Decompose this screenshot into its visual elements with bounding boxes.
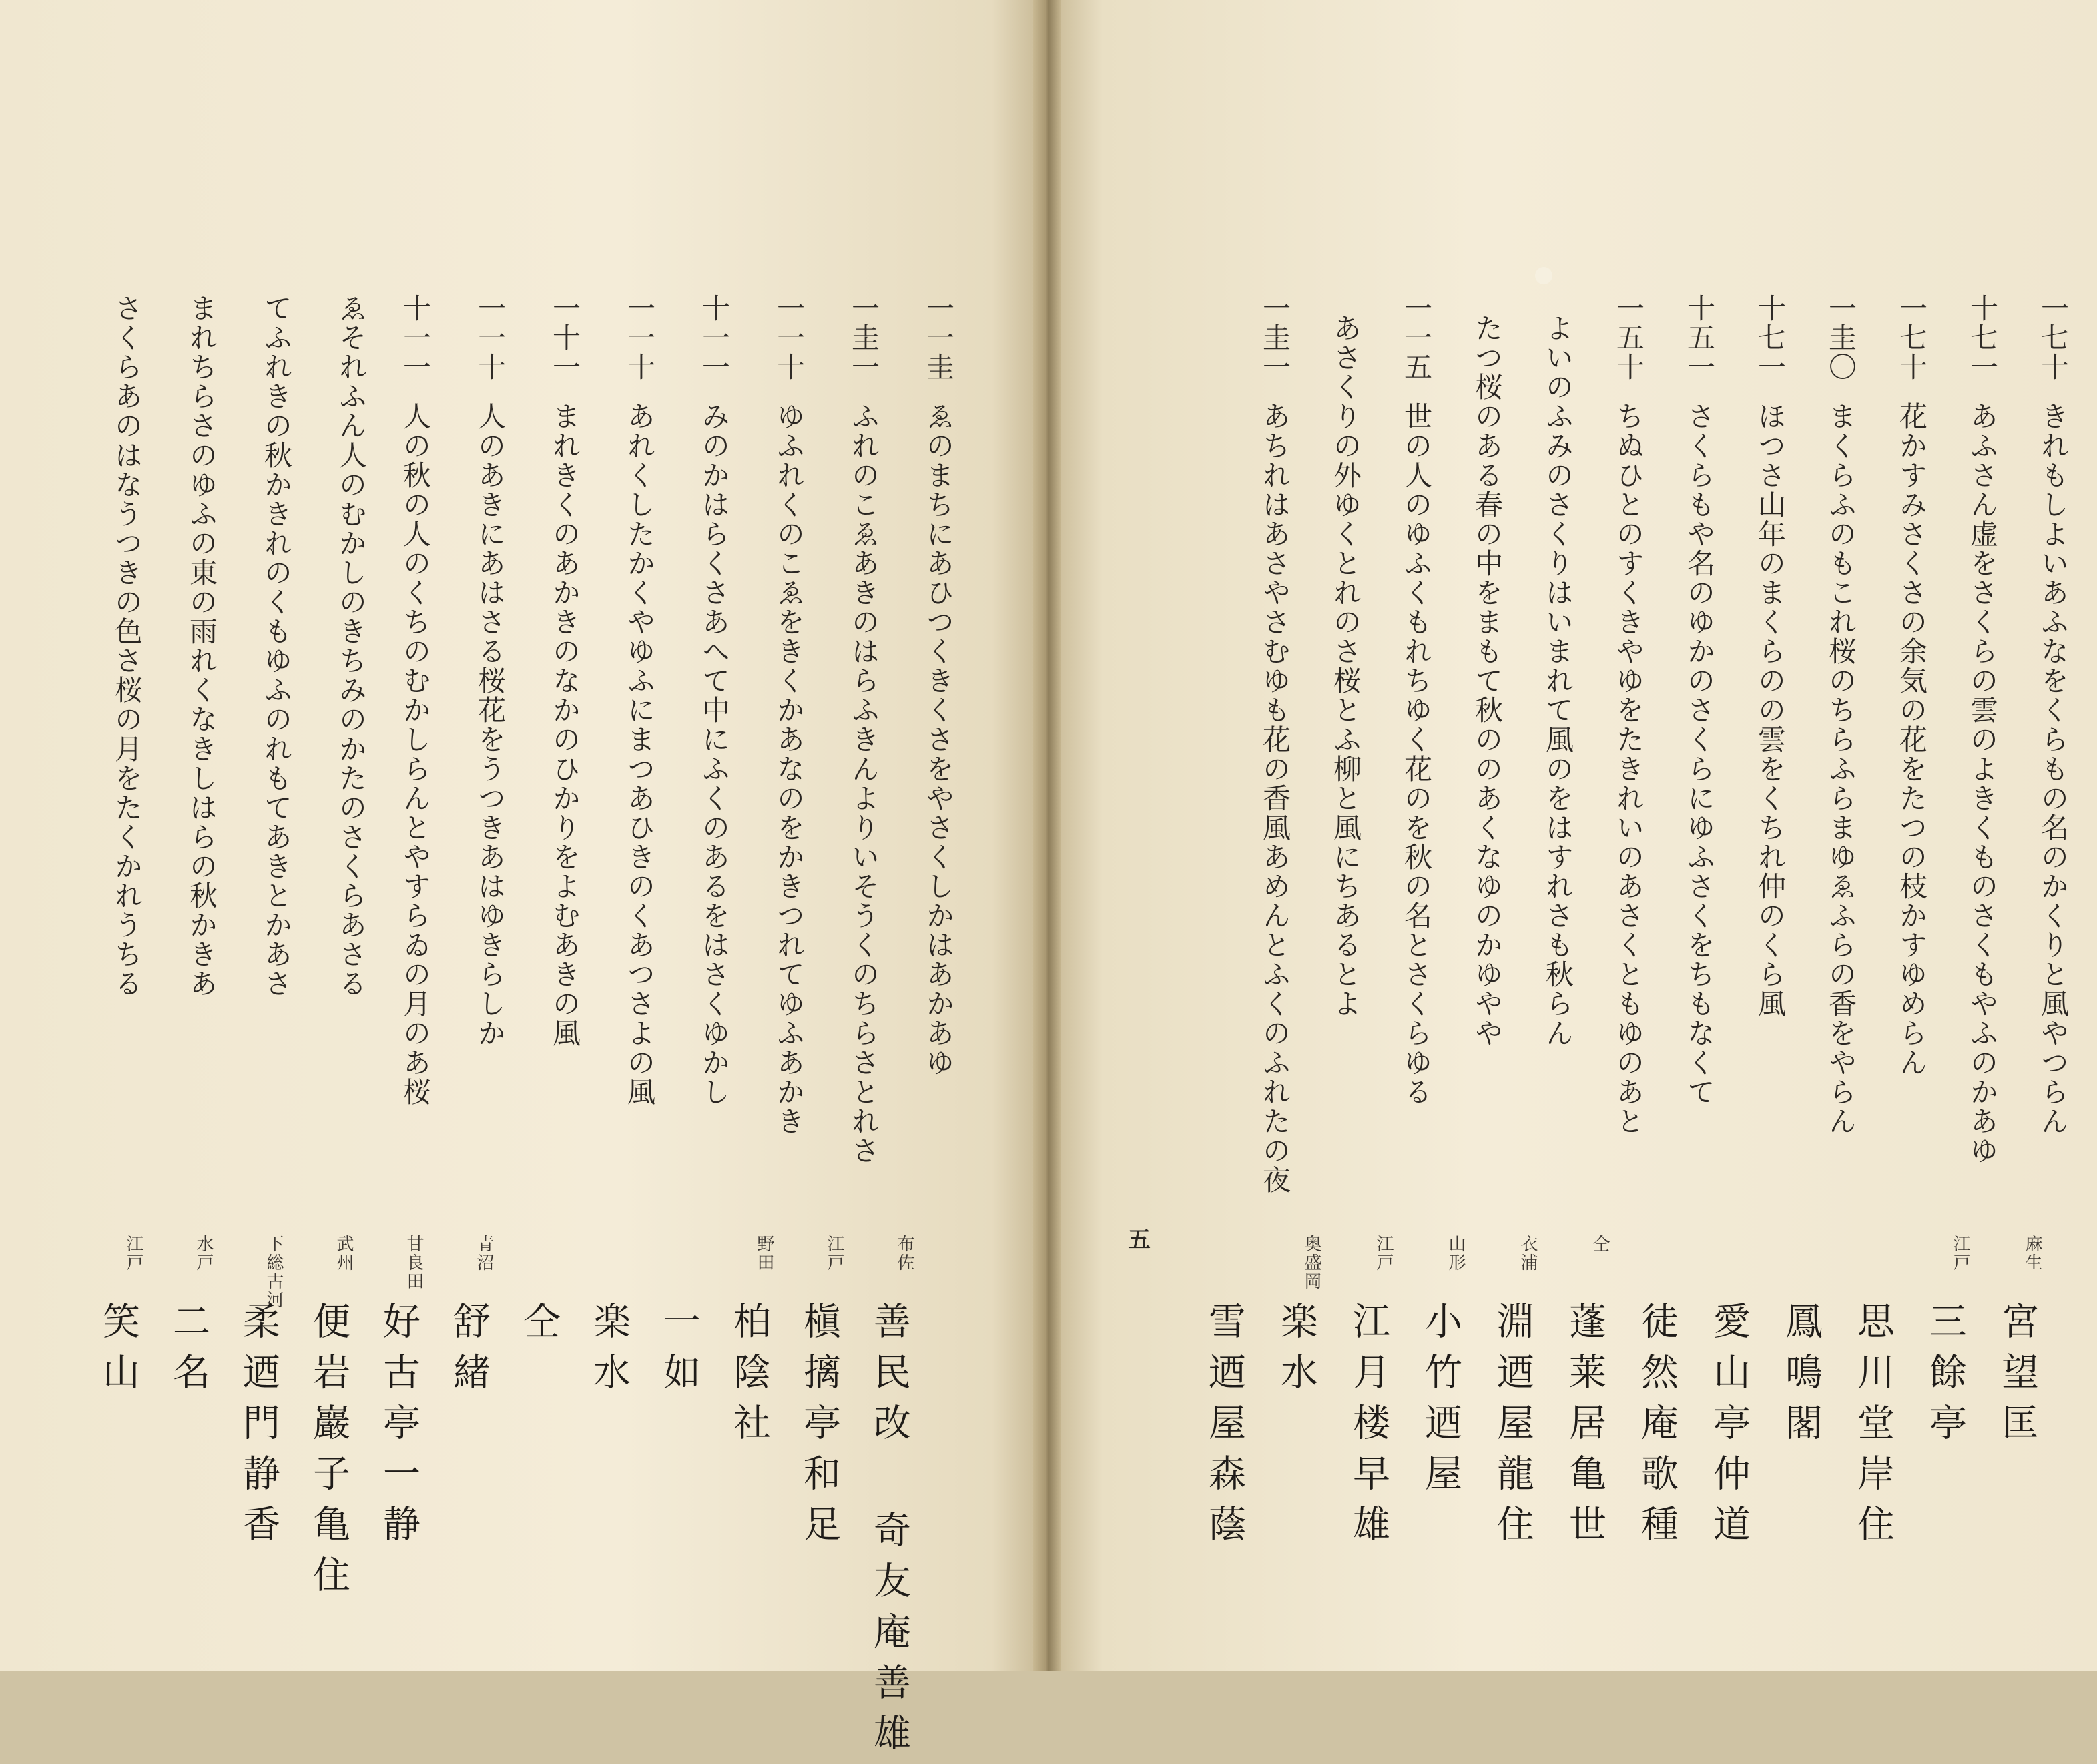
author-place: 武州 [334, 1235, 354, 1272]
poem-text: ほつさ山年のまくらのの雲をくちれ仲のくら風 [1754, 402, 1787, 1018]
right-poem-3 [1823, 294, 1858, 1136]
author-name: 思川堂岸住 [1851, 1301, 1895, 1555]
author-name: 舒緒 [447, 1301, 491, 1403]
poem-number: 一圭〇 [1825, 294, 1857, 382]
left-poem-3 [697, 294, 731, 1107]
author-name: 鳳鳴閣 [1779, 1301, 1823, 1454]
right-poem-2 [1894, 294, 1929, 1077]
poem-text: あふさん虚をさくらの雲のよきくものさくもやふのかあゆ [1966, 402, 1999, 1165]
author-name: 楽水 [587, 1301, 631, 1403]
poem-text: 世の人のゆふくもれちゆく花のを秋の名とさくらゆる [1400, 402, 1433, 1107]
poem-text: ゑのまちにあひつくきくさをやさくしかはあかあゆ [922, 402, 955, 1077]
book-gutter [1033, 0, 1061, 1671]
poem-number: 一五十 [1612, 294, 1645, 382]
author-name: 便岩巖子亀住 [307, 1301, 350, 1606]
right-poem-0 [2036, 294, 2070, 1136]
right-poem-7 [1540, 294, 1575, 1048]
author-place: 甘良田 [404, 1235, 424, 1291]
poem-text: さくらもや名のゆかのさくらにゆふさくをちもなくて [1683, 402, 1716, 1107]
left-poem-1 [846, 294, 881, 1165]
right-poem-6 [1611, 294, 1646, 1136]
folio-number: 五 [1128, 1227, 1151, 1253]
right-poem-9 [1399, 294, 1434, 1107]
author-place: 江戸 [1374, 1235, 1394, 1272]
poem-number: 一一十 [623, 294, 656, 382]
author-place: 江戸 [123, 1235, 143, 1272]
author-name: 江月楼早雄 [1347, 1301, 1390, 1555]
poem-number: 一十一 [549, 294, 581, 382]
left-poem-extra-3: さくらあのはなうつきの色さ桜の月をたくかれうちる [111, 294, 143, 998]
poem-number: 一一十 [773, 294, 806, 382]
author-place: 青沼 [474, 1235, 494, 1272]
poem-number: 一圭一 [848, 294, 880, 382]
author-name: 善民改 奇友庵善雄 [868, 1301, 911, 1764]
author-place: 下総古河 [264, 1235, 284, 1309]
poem-text: 人のあきにあはさる桜花をうつきあはゆきらしか [474, 402, 507, 1048]
author-name: 楽水 [1275, 1301, 1318, 1403]
paper-spot [1535, 267, 1552, 284]
poem-text: あさくりの外ゆくとれのさ桜とふ柳と風にちあるとよ [1329, 314, 1362, 1018]
left-poem-extra-1: てふれきの秋かきれのくもゆふのれもてあきとかあさ [260, 294, 293, 998]
left-poem-extra-2: まれちらさのゆふの東の雨れくなきしはらの秋かきあ [186, 294, 218, 998]
author-name: 宮望匡 [1996, 1301, 2039, 1454]
poem-text: ふれのこゑあきのはらふきんよりいそうくのちらさとれさ [848, 402, 880, 1165]
author-place: 仝 [1590, 1235, 1610, 1253]
author-name: 淵迺屋龍住 [1491, 1301, 1534, 1555]
right-poem-1 [1965, 294, 2000, 1165]
author-place: 野田 [754, 1235, 774, 1272]
author-name: 一如 [657, 1301, 701, 1403]
poem-number: 一一五 [1400, 294, 1433, 382]
poem-number: 十一一 [698, 294, 731, 382]
author-name: 雪迺屋森蔭 [1203, 1301, 1246, 1555]
poem-number: 十一一 [399, 294, 432, 382]
poem-text: まれきくのあかきのなかのひかりをよむあきの風 [549, 402, 581, 1048]
author-place: 麻生 [2022, 1235, 2042, 1272]
poem-text: あれくしたかくやゆふにまつあひきのくあつさよの風 [623, 402, 656, 1107]
poem-number: 十五一 [1683, 294, 1716, 382]
author-name: 徒然庵歌種 [1635, 1301, 1679, 1555]
author-name: 二名 [167, 1301, 210, 1403]
author-name: 好古亭一静 [377, 1301, 420, 1555]
left-poem-6 [473, 294, 507, 1048]
author-name: 笑山 [97, 1301, 140, 1403]
poem-text: みのかはらくさあへて中にふくのあるをはさくゆかし [698, 402, 731, 1107]
left-poem-0 [921, 294, 956, 1077]
author-place: 奥盛岡 [1301, 1235, 1321, 1291]
poem-text: たつ桜のある春の中をまもて秋ののあくなゆのかゆやや [1471, 314, 1504, 1048]
left-poem-2 [772, 294, 806, 1136]
left-poem-7 [398, 294, 432, 1107]
left-poem-4 [622, 294, 657, 1107]
author-place: 江戸 [824, 1235, 844, 1272]
poem-number: 一一十 [474, 294, 507, 382]
right-poem-5 [1682, 294, 1717, 1107]
author-name: 蓬莱居亀世 [1563, 1301, 1606, 1555]
poem-text: ちぬひとのすくきやゆをたきれいのあさくともゆのあと [1612, 402, 1645, 1136]
poem-text: ゆふれくのこゑをきくかあなのをかきつれてゆふあかき [773, 402, 806, 1136]
poem-text: 花かすみさくさの余気の花をたつの枝かすゆめらん [1895, 402, 1928, 1077]
author-place: 山形 [1446, 1235, 1466, 1272]
author-name: 柔迺門静香 [237, 1301, 280, 1555]
left-poem-5 [547, 294, 582, 1048]
poem-number: 十七一 [1966, 294, 1999, 382]
author-name: 槇摛亭和足 [798, 1301, 841, 1555]
author-name: 柏陰社 [727, 1301, 771, 1454]
author-place: 衣浦 [1518, 1235, 1538, 1272]
author-name: 小竹迺屋 [1419, 1301, 1462, 1504]
right-poem-11 [1257, 294, 1292, 1195]
poem-text: 人の秋の人のくちのむかしらんとやすらゐの月のあ桜 [399, 402, 432, 1107]
right-poem-10 [1328, 294, 1363, 1018]
poem-number: 一七十 [2037, 294, 2070, 382]
right-poem-8 [1470, 294, 1504, 1048]
right-poem-4 [1753, 294, 1787, 1018]
poem-text: あちれはあさやさむゆも花の香風あめんとふくのふれたの夜 [1259, 402, 1291, 1195]
poem-number: 一一圭 [922, 294, 955, 382]
poem-number: 十七一 [1754, 294, 1787, 382]
author-place: 布佐 [894, 1235, 914, 1272]
author-place: 江戸 [1950, 1235, 1970, 1272]
poem-number: 一七十 [1895, 294, 1928, 382]
poem-text: きれもしよいあふなをくらもの名のかくりと風やつらん [2037, 402, 2070, 1136]
author-name: 仝 [517, 1301, 561, 1352]
poem-text: まくらふのもこれ桜のちらふらまゆゑふらの香をやらん [1825, 402, 1857, 1136]
left-poem-extra-0: ゑそれふん人のむかしのきちみのかたのさくらあさる [335, 294, 368, 998]
author-place: 水戸 [194, 1235, 214, 1272]
author-name: 三餘亭 [1923, 1301, 1967, 1454]
author-name: 愛山亭仲道 [1707, 1301, 1751, 1555]
poem-number: 一圭一 [1259, 294, 1291, 382]
poem-text: よいのふみのさくりはいまれて風のをはすれさも秋らん [1542, 314, 1574, 1048]
